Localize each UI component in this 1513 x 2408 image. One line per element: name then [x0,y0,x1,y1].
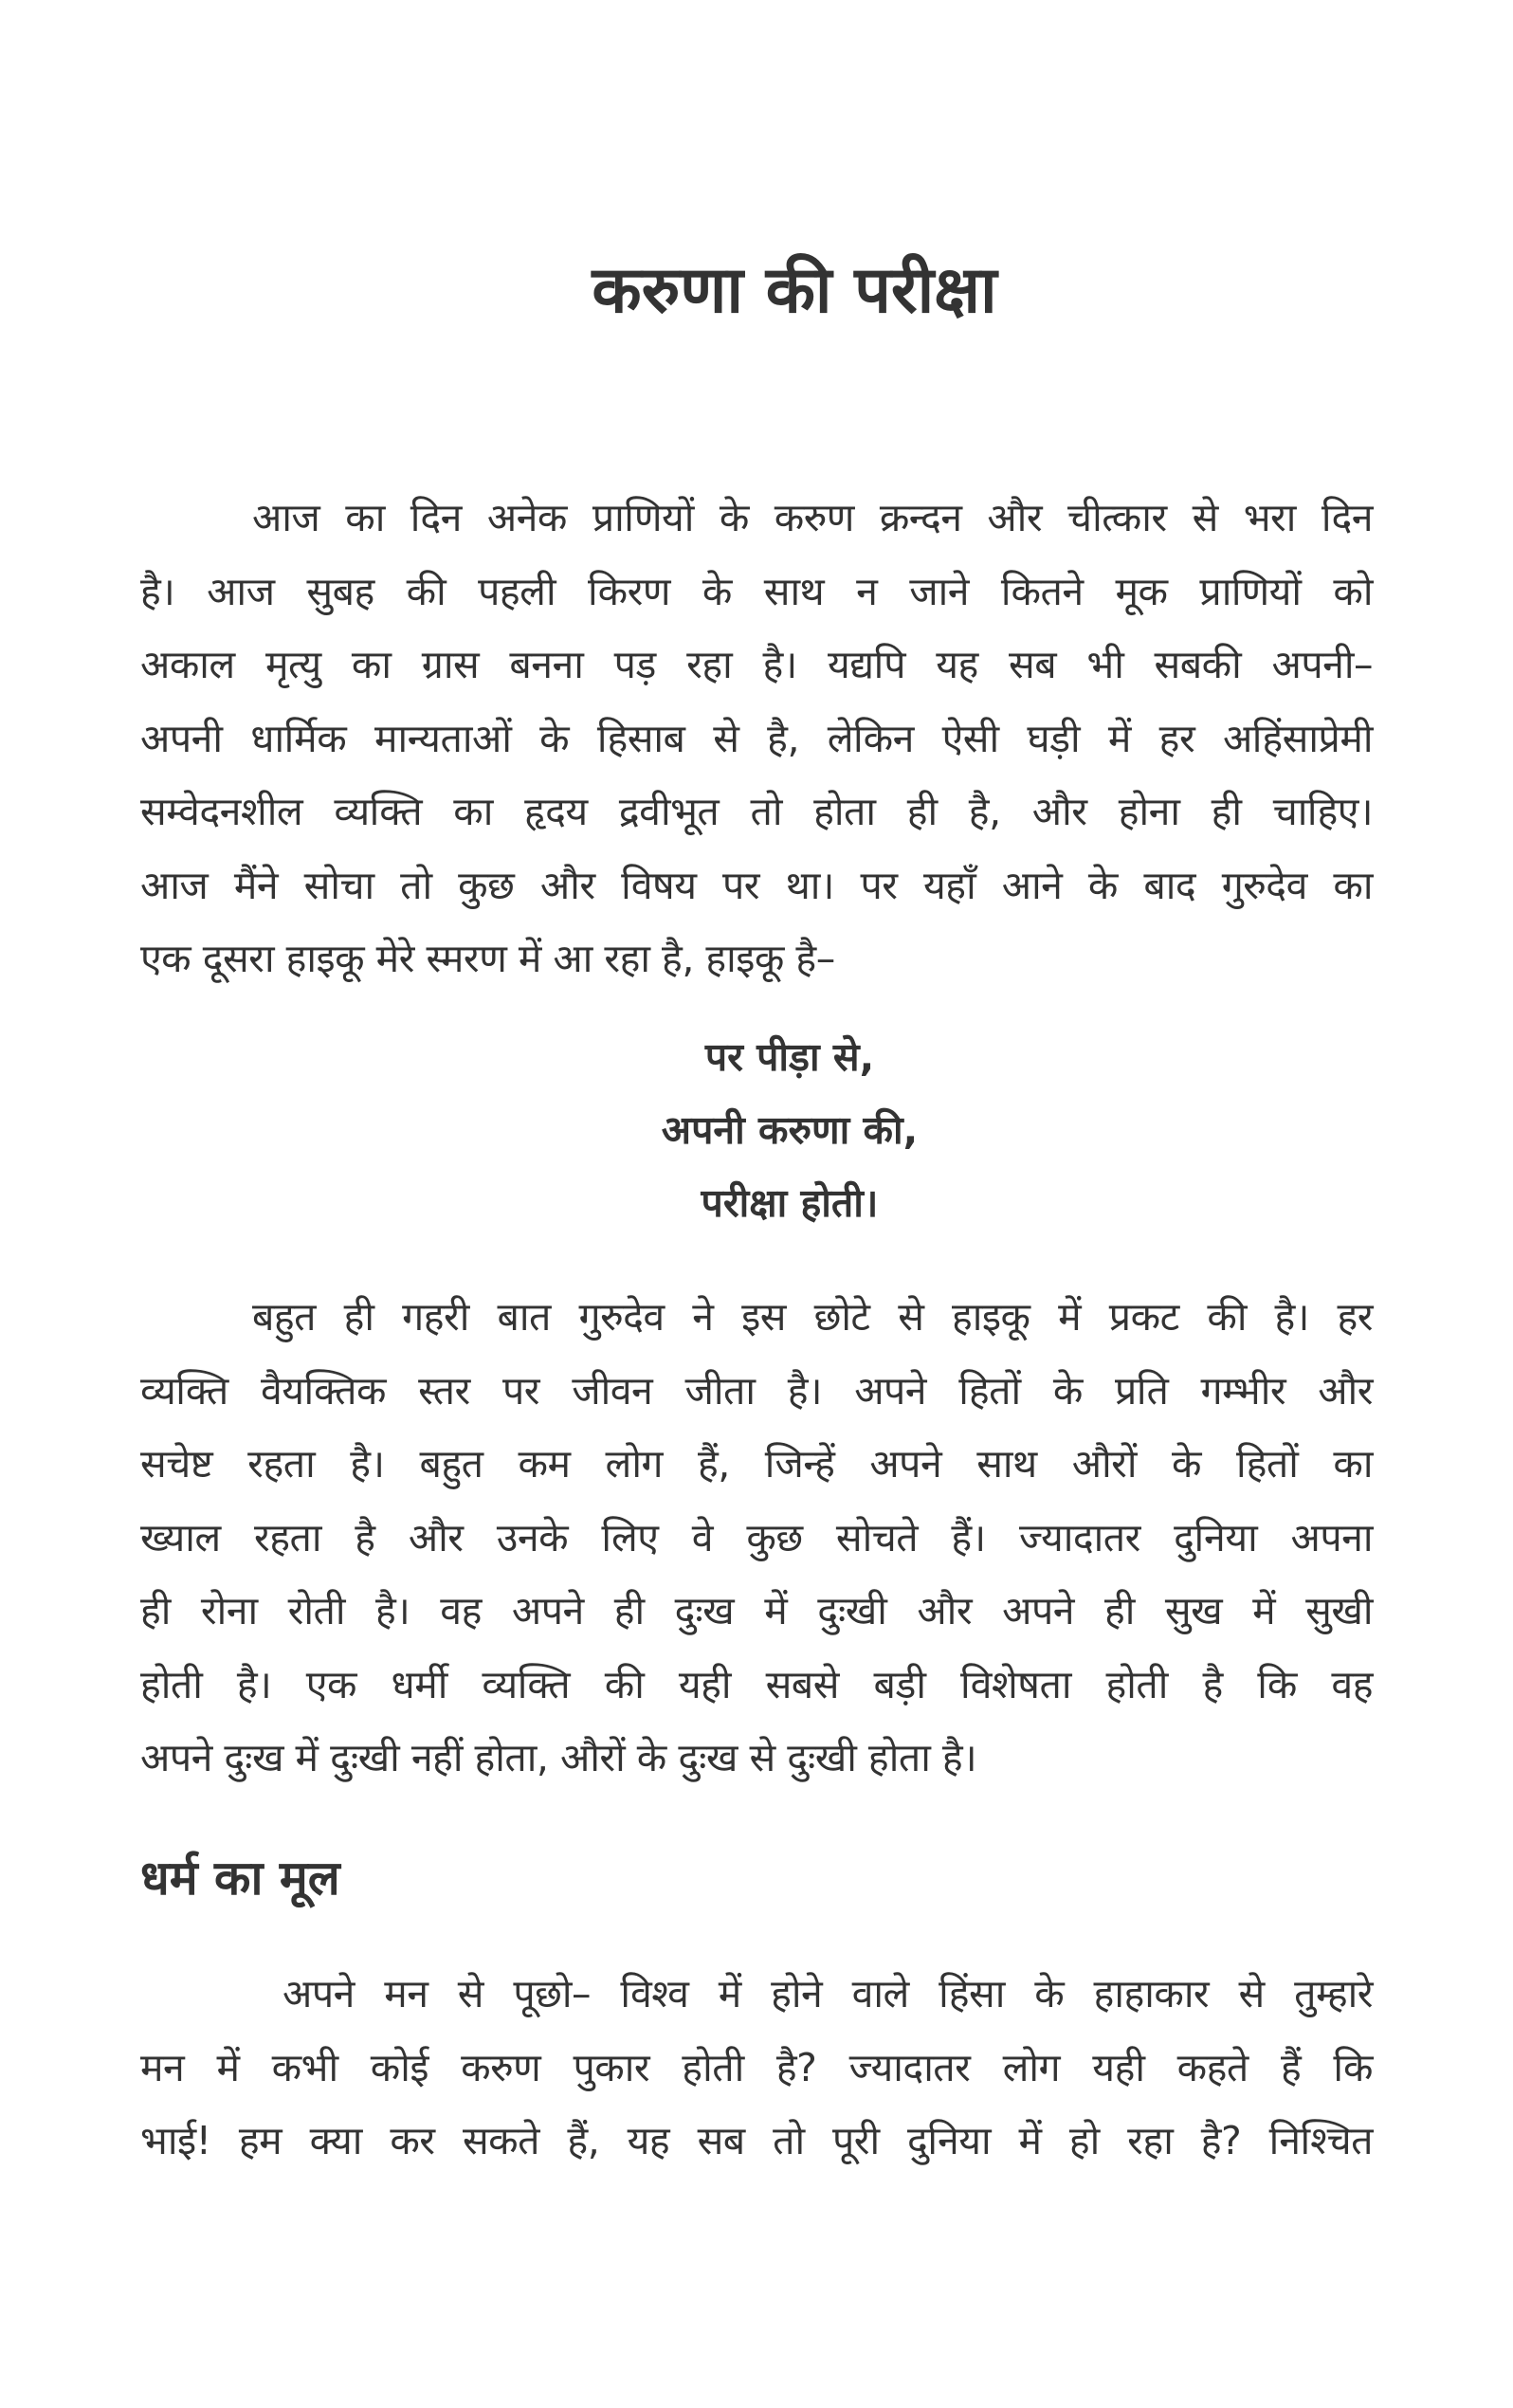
text-line: व्यक्ति वैयक्तिक स्तर पर जीवन जीता है। अपने हितों के प्रति गम्भीर और [140,1367,1373,1414]
text-line: अकाल मृत्यु का ग्रास बनना पड़ रहा है। यद्यपि यह सब भी सबकी अपनी– [140,642,1373,687]
text-line: सम्वेदनशील व्यक्ति का हृदय द्रवीभूत तो होता ही है, और होना ही चाहिए। [140,789,1373,834]
paragraph-section-body [140,1958,1373,2179]
paragraph-commentary [140,1281,1373,1796]
text-line: सचेष्ट रहता है। बहुत कम लोग हैं, जिन्हें अपने साथ औरों के हितों का [140,1441,1373,1487]
paragraph-intro [140,482,1373,996]
haiku-line: परीक्षा होती। [701,1180,879,1226]
haiku-line: पर पीड़ा से, [704,1034,875,1080]
section-heading: धर्म का मूल [140,1851,340,1906]
text-line: ख्याल रहता है और उनके लिए वे कुछ सोचते हैं। ज्यादातर दुनिया अपना [140,1514,1373,1560]
haiku-line: अपनी करुणा की, [661,1107,919,1153]
text-line: मन में कभी कोई करुण पुकार होती है? ज्यादातर लोग यही कहते हैं कि [140,2044,1373,2090]
text-line: आज मैंने सोचा तो कुछ और विषय पर था। पर यहाँ आने के बाद गुरुदेव का [140,862,1373,908]
text-line: भाई! हम क्या कर सकते हैं, यह सब तो पूरी दुनिया में हो रहा है? निश्चित [140,2118,1373,2163]
text-line: अपनी धार्मिक मान्यताओं के हिसाब से है, लेकिन ऐसी घड़ी में हर अहिंसाप्रेमी [140,715,1373,761]
text-line: आज का दिन अनेक प्राणियों के करुण क्रन्दन और चीत्कार से भरा दिन [252,495,1373,540]
text-line: ही रोना रोती है। वह अपने ही दुःख में दुःखी और अपने ही सुख में सुखी [140,1588,1373,1633]
chapter-title: करुणा की परीक्षा [592,253,997,328]
haiku-quote [140,1021,1373,1240]
text-line: एक दूसरा हाइकू मेरे स्मरण में आ रहा है, हाइकू है– [140,936,835,981]
text-line: होती है। एक धर्मी व्यक्ति की यही सबसे बड़ी विशेषता होती है कि वह [140,1661,1373,1707]
text-line: अपने दुःख में दुःखी नहीं होता, औरों के दुःख से दुःखी होता है। [140,1735,977,1780]
text-line: अपने मन से पूछो– विश्व में होने वाले हिंसा के हाहाकार से तुम्हारे [283,1971,1373,2016]
text-line: बहुत ही गहरी बात गुरुदेव ने इस छोटे से हाइकू में प्रकट की है। हर [252,1294,1373,1340]
text-line: है। आज सुबह की पहली किरण के साथ न जाने कितने मूक प्राणियों को [140,568,1373,614]
